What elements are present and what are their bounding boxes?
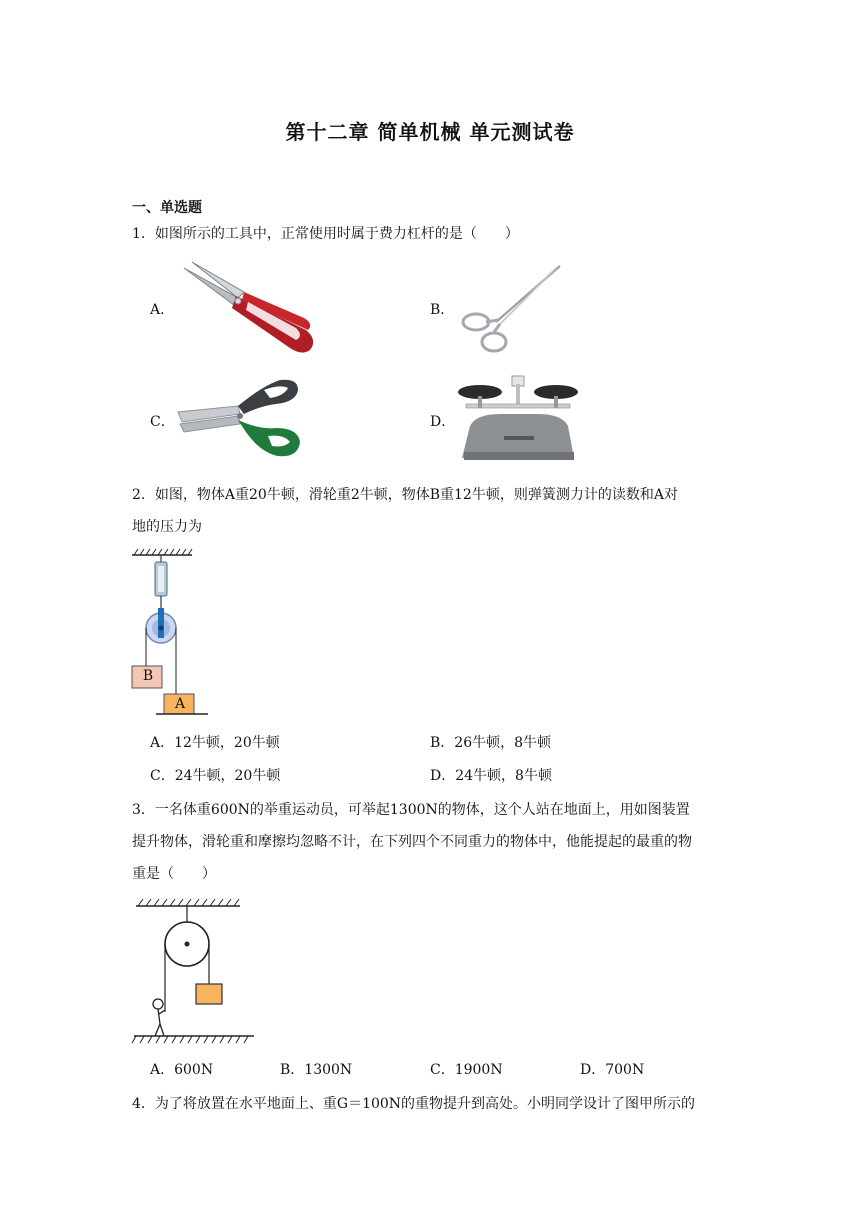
q3-option-c: C．1900N: [430, 1062, 503, 1078]
pulley-spring-scale-diagram: [128, 548, 214, 720]
q1-option-a-label: A．: [150, 302, 175, 318]
q2-option-c: C．24牛顿，20牛顿: [150, 768, 281, 784]
q2-stem-line1: 2．如图，物体A重20牛顿，滑轮重2牛顿，物体B重12牛顿，则弹簧测力计的读数和A对: [132, 487, 678, 503]
q3-stem-line1: 3．一名体重600N的举重运动员，可举起1300N的物体，这个人站在地面上，用如图装置: [132, 802, 690, 818]
q2-option-a: A．12牛顿，20牛顿: [150, 735, 280, 751]
q3-option-a: A．600N: [150, 1062, 214, 1078]
page-title: 第十二章 简单机械 单元测试卷: [285, 120, 575, 144]
hemostat-forceps-image: [456, 262, 564, 356]
q2-stem-line2: 地的压力为: [132, 519, 202, 535]
fixed-pulley-person-diagram: [130, 898, 258, 1046]
tin-snips-scissors-image: [176, 376, 304, 462]
q3-option-d: D．700N: [580, 1062, 645, 1078]
q3-stem-line3: 重是（ ）: [132, 866, 216, 882]
q3-stem-line2: 提升物体，滑轮重和摩擦均忽略不计，在下列四个不同重力的物体中，他能提起的最重的物: [132, 834, 692, 850]
q4-stem-line1: 4．为了将放置在水平地面上、重G＝100N的重物提升到高处。小明同学设计了图甲所示的: [132, 1096, 696, 1112]
q3-option-b: B．1300N: [280, 1062, 353, 1078]
q1-stem: 1．如图所示的工具中，正常使用时属于费力杠杆的是（ ）: [132, 226, 519, 242]
block-a-label: A: [174, 696, 186, 712]
thread-snips-image: [178, 258, 320, 356]
q1-option-c-label: C．: [150, 414, 175, 430]
q2-option-d: D．24牛顿，8牛顿: [430, 768, 552, 784]
stick-person: [153, 999, 165, 1036]
load-block: [196, 984, 222, 1004]
q1-option-d-label: D．: [430, 414, 456, 430]
block-b-label: B: [142, 668, 154, 684]
balance-scale-image: [456, 374, 582, 464]
q2-option-b: B．26牛顿，8牛顿: [430, 735, 552, 751]
q1-option-b-label: B．: [430, 302, 455, 318]
section-heading: 一、单选题: [132, 200, 202, 216]
